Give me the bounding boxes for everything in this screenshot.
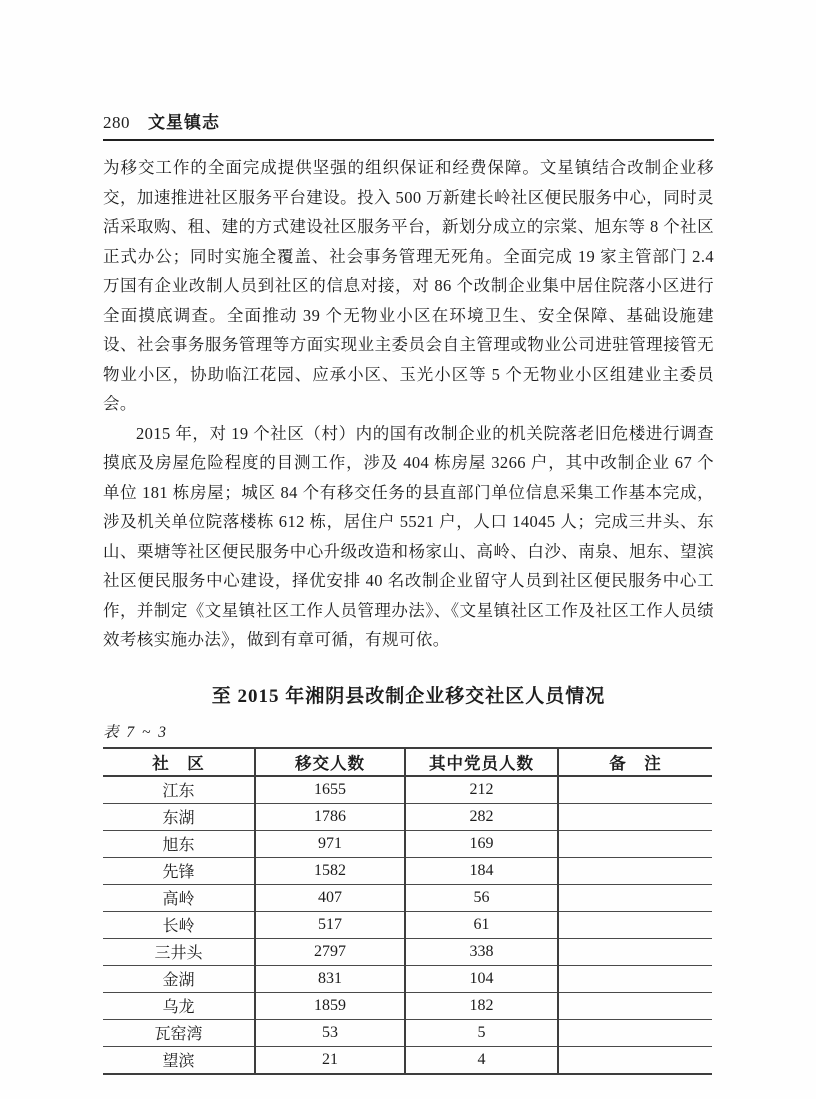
table-row bbox=[103, 1019, 712, 1046]
community-cell: 三井头 bbox=[103, 938, 255, 965]
body-paragraph-1: 为移交工作的全面完成提供坚强的组织保证和经费保障。文星镇结合改制企业移交，加速推进社区服务平台建设。投入 500 万新建长岭社区便民服务中心，同时灵活采取购、租、建的方式建设社区服务平台，新划分成立的宗棠、旭东等 8 个社区正式办公；同时实施全覆盖、社会事务管理无死角。全面完成 19 家主管部门 2.4 万国有企业改制人员到社区的信息对接，对 86 个改制企业集中居住院落小区进行全面摸底调查。全面推动 39 个无物业小区在环境卫生、安全保障、基础设施建设、社会事务服务管理等方面实现业主委员会自主管理或物业公司进驻管理接管无物业小区，协助临江花园、应承小区、玉光小区等 5 个无物业小区组建业主委员会。 bbox=[103, 158, 714, 413]
community-cell: 望滨 bbox=[103, 1046, 255, 1074]
body-paragraph-2: 2015 年，对 19 个社区（村）内的国有改制企业的机关院落老旧危楼进行调查摸底及房屋危险程度的目测工作，涉及 404 栋房屋 3266 户，其中改制企业 67 个单位 181 栋房屋；城区 84 个有移交任务的县直部门单位信息采集工作基本完成，涉及机关单位院落楼栋 612 栋，居住户 5521 户，人口 14045 人；完成三井头、东山、栗塘等社区便民服务中心升级改造和杨家山、高岭、白沙、南泉、旭东、望滨社区便民服务中心建设，择优安排 40 名改制企业留守人员到社区便民服务中心工作，并制定《文星镇社区工作人员管理办法》、《文星镇社区工作及社区工作人员绩效考核实施办法》，做到有章可循，有规可依。 bbox=[103, 423, 714, 649]
party-members-cell: 61 bbox=[405, 911, 558, 938]
remark-cell bbox=[558, 803, 712, 830]
table-title: 至 2015 年湘阴县改制企业移交社区人员情况 bbox=[211, 685, 606, 707]
page-content bbox=[103, 108, 714, 1075]
column-header-remark: 备 注 bbox=[558, 748, 712, 776]
remark-cell bbox=[558, 965, 712, 992]
party-members-cell: 338 bbox=[405, 938, 558, 965]
party-members-cell: 184 bbox=[405, 857, 558, 884]
page-number: 280 bbox=[103, 113, 130, 132]
column-header-community: 社 区 bbox=[103, 748, 255, 776]
community-cell: 金湖 bbox=[103, 965, 255, 992]
table-row bbox=[103, 1046, 712, 1074]
transferred-cell: 1859 bbox=[255, 992, 405, 1019]
remark-cell bbox=[558, 1019, 712, 1046]
transferred-cell: 971 bbox=[255, 830, 405, 857]
party-members-cell: 56 bbox=[405, 884, 558, 911]
community-transfer-table bbox=[103, 747, 712, 1075]
table-row bbox=[103, 803, 712, 830]
table-label: 表 7 ~ 3 bbox=[103, 723, 169, 741]
table-row bbox=[103, 938, 712, 965]
table-row bbox=[103, 830, 712, 857]
table-header-row bbox=[103, 748, 712, 776]
community-cell: 瓦窑湾 bbox=[103, 1019, 255, 1046]
remark-cell bbox=[558, 938, 712, 965]
table-body bbox=[103, 776, 712, 1074]
party-members-cell: 169 bbox=[405, 830, 558, 857]
community-cell: 长岭 bbox=[103, 911, 255, 938]
remark-cell bbox=[558, 776, 712, 804]
book-title: 文星镇志 bbox=[148, 113, 220, 132]
table-row bbox=[103, 884, 712, 911]
remark-cell bbox=[558, 911, 712, 938]
table-row bbox=[103, 992, 712, 1019]
community-cell: 江东 bbox=[103, 776, 255, 804]
transferred-cell: 2797 bbox=[255, 938, 405, 965]
community-cell: 东湖 bbox=[103, 803, 255, 830]
party-members-cell: 282 bbox=[405, 803, 558, 830]
remark-cell bbox=[558, 1046, 712, 1074]
page-header bbox=[103, 108, 714, 141]
party-members-cell: 104 bbox=[405, 965, 558, 992]
transferred-cell: 21 bbox=[255, 1046, 405, 1074]
transferred-cell: 407 bbox=[255, 884, 405, 911]
transferred-cell: 1655 bbox=[255, 776, 405, 804]
transferred-cell: 831 bbox=[255, 965, 405, 992]
remark-cell bbox=[558, 857, 712, 884]
remark-cell bbox=[558, 992, 712, 1019]
remark-cell bbox=[558, 830, 712, 857]
column-header-transferred: 移交人数 bbox=[255, 748, 405, 776]
transferred-cell: 517 bbox=[255, 911, 405, 938]
column-header-party-members: 其中党员人数 bbox=[405, 748, 558, 776]
table-row bbox=[103, 776, 712, 804]
community-cell: 乌龙 bbox=[103, 992, 255, 1019]
transferred-cell: 1582 bbox=[255, 857, 405, 884]
transferred-cell: 1786 bbox=[255, 803, 405, 830]
community-cell: 旭东 bbox=[103, 830, 255, 857]
community-cell: 高岭 bbox=[103, 884, 255, 911]
table-row bbox=[103, 857, 712, 884]
remark-cell bbox=[558, 884, 712, 911]
community-cell: 先锋 bbox=[103, 857, 255, 884]
party-members-cell: 4 bbox=[405, 1046, 558, 1074]
party-members-cell: 182 bbox=[405, 992, 558, 1019]
party-members-cell: 5 bbox=[405, 1019, 558, 1046]
transferred-cell: 53 bbox=[255, 1019, 405, 1046]
table-row bbox=[103, 911, 712, 938]
party-members-cell: 212 bbox=[405, 776, 558, 804]
table-row bbox=[103, 965, 712, 992]
